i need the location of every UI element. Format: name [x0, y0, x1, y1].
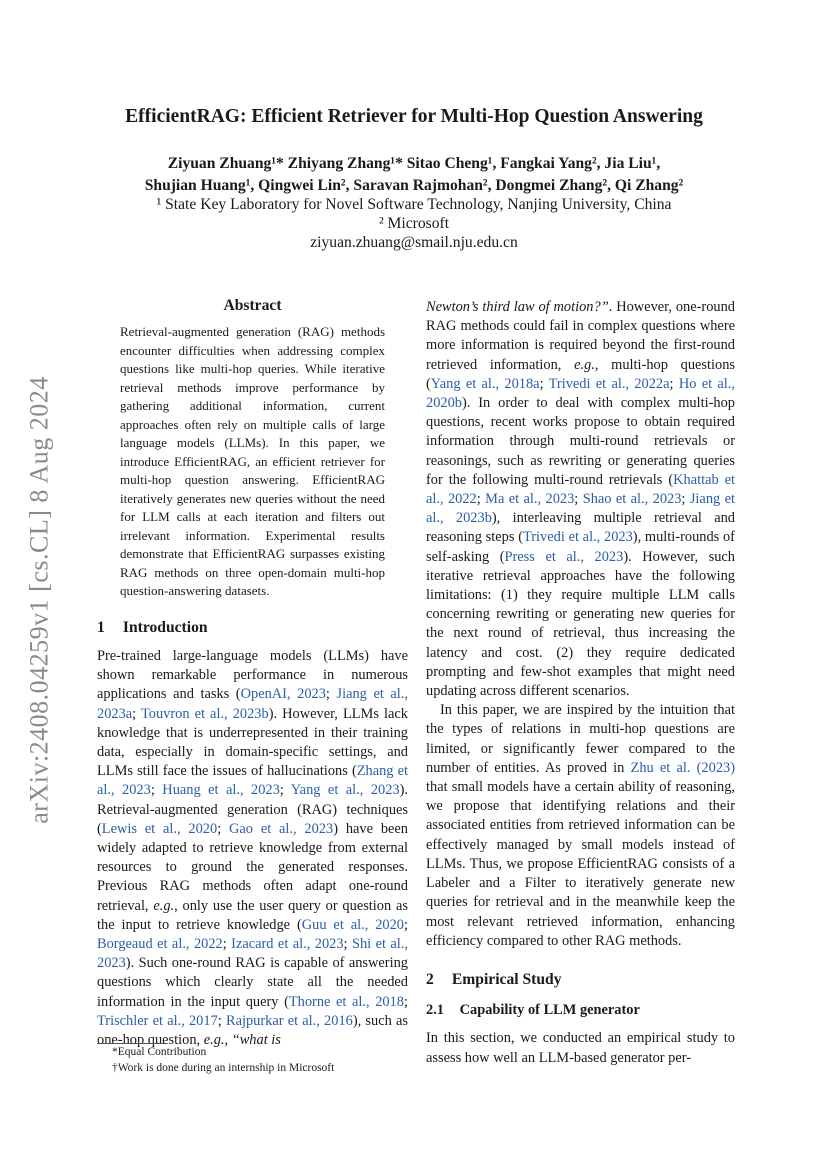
citation-link[interactable]: Jiang et al., 2023b [426, 491, 735, 527]
citation-link[interactable]: Ma et al., 2023 [485, 491, 575, 508]
right-column [426, 298, 735, 1068]
affiliations [60, 195, 768, 252]
section-number: 2 [426, 970, 434, 988]
subsection-heading-capability [426, 1001, 735, 1020]
citation-link[interactable]: Shao et al., 2023 [582, 491, 682, 508]
affiliation-2: ² Microsoft [378, 215, 450, 232]
subsection-number: 2.1 [426, 1002, 444, 1019]
arxiv-identifier-sidebar [20, 370, 60, 830]
citation-link[interactable]: Trischler et al., 2017 [97, 1012, 218, 1029]
introduction-paragraph: Pre-trained large-language models (LLMs) have shown remarkable performance in numerous applications and tasks (OpenAI, 2023; Jiang et al., 2023a; Touvron et al., 2023b). However, LLMs lack knowledge that is underrepresented in their training data, especially in domain-specific settings, and LLMs still face the issues of hallucinations (Zhang et al., 2023; Huang et al., 2023; Yang et al., 2023). Retrieval-augmented generation (RAG) techniques (Lewis et al., 2020; Gao et al., 2023) have been widely adapted to retrieve knowledge from external resources to ground the generated responses. Previous RAG methods often adapt one-round retrieval, e.g., only use the user query or question as the input to retrieve knowledge (Guu et al., 2020; Borgeaud et al., 2022; Izacard et al., 2023; Shi et al., 2023). Such one-round RAG is capable of answering questions which clearly state all the needed information in the input query (Thorne et al., 2018; Trischler et al., 2017; Rajpurkar et al., 2016), such as one-hop question, e.g., “what is [97, 647, 409, 1048]
citation-link[interactable]: Thorne et al., 2018 [288, 993, 404, 1010]
citation-link[interactable]: Yang et al., 2023 [290, 782, 400, 799]
footnotes [112, 1045, 334, 1076]
author-list [60, 153, 768, 197]
citation-link[interactable]: Ho et al., 2020b [426, 375, 736, 412]
footnote-internship: †Work is done during an internship in Microsoft [112, 1061, 335, 1074]
citation-link[interactable]: Yang et al., 2018a [430, 375, 540, 392]
citation-link[interactable]: Trivedi et al., 2022a [548, 375, 670, 392]
section-number: 1 [97, 618, 105, 636]
footnote-divider [97, 1043, 165, 1044]
section-heading-introduction [97, 618, 408, 637]
arxiv-identifier: arXiv:2408.04259v1 [cs.CL] 8 Aug 2024 [25, 376, 54, 824]
paper-title: EfficientRAG: Efficient Retriever for Multi-Hop Question Answering [125, 106, 703, 127]
citation-link[interactable]: Rajpurkar et al., 2016 [225, 1012, 353, 1029]
citation-link[interactable]: Trivedi et al., 2023 [522, 529, 633, 546]
section-2-1-paragraph: In this section, we conducted an empirical study to assess how well an LLM-based generator per- [426, 1030, 735, 1066]
citation-link[interactable]: Press et al., 2023 [504, 548, 624, 565]
citation-link[interactable]: Zhang et al., 2023 [97, 763, 408, 799]
citation-link[interactable]: Izacard et al., 2023 [231, 935, 344, 952]
citation-link[interactable]: Jiang et al., 2023a [97, 686, 408, 722]
affiliation-1: ¹ State Key Laboratory for Novel Software Technology, Nanjing University, China [156, 196, 672, 213]
section-heading-empirical-study [426, 970, 735, 989]
authors-line-1: Ziyuan Zhuang¹* Zhiyang Zhang¹* Sitao Cheng¹, Fangkai Yang², Jia Liu¹, [167, 155, 661, 172]
abstract-text: Retrieval-augmented generation (RAG) methods encounter difficulties when addressing complex questions like multi-hop queries. While iterative retrieval methods improve performance by gathering additional information, current approaches often rely on multiple calls of large language models (LLMs). In this paper, we introduce EfficientRAG, an efficient retriever for multi-hop question answering. EfficientRAG iteratively generates new queries without the need for LLM calls at each iteration and filters out irrelevant information. Experimental results demonstrate that EfficientRAG surpasses existing RAG methods on three open-domain multi-hop question-answering datasets. [120, 324, 385, 599]
introduction-paragraph-continued: Newton’s third law of motion?”. However, one-round RAG methods could fail in complex questions where more information is required beyond the first-round retrieved information, e.g., multi-hop questions (Yang et al., 2018a; Trivedi et al., 2022a; Ho et al., 2020b). In order to deal with complex multi-hop questions, recent works propose to obtain required information through multi-round retrievals or reasonings, such as rewriting or generating queries for the following multi-round retrievals (Khattab et al., 2022; Ma et al., 2023; Shao et al., 2023; Jiang et al., 2023b), interleaving multiple retrieval and reasoning steps (Trivedi et al., 2023), multi-rounds of self-asking (Press et al., 2023). However, such iterative retrieval approaches have the following limitations: (1) they require multiple LLM calls concerning rewriting or generating new queries for the next round of retrieval, thus increasing the latency and cost. (2) they require dedicated prompting and few-shot examples that might need updating across different scenarios. [426, 299, 736, 700]
section-title: Empirical Study [451, 970, 562, 988]
citation-link[interactable]: Shi et al., 2023 [97, 935, 409, 972]
left-column [97, 296, 408, 1050]
footnote-equal-contribution: *Equal Contribution [112, 1046, 207, 1058]
citation-link[interactable]: Touvron et al., 2023b [140, 705, 269, 722]
introduction-paragraph-2: In this paper, we are inspired by the intuition that the types of relations in multi-hop questions are limited, or significantly fewer compared to the number of entities. As proved in Zhu et al. (2023) that small models have a certain ability of reasoning, we propose that identifying relations and their associated entities from retrieved information can be effectively managed by small models instead of LLMs. Thus, we propose EfficientRAG consists of a Labeler and a Filter to iteratively generate new queries for retrieval and in the meanwhile keep the most relevant retrieved information, enhancing efficiency compared to other RAG methods. [426, 702, 735, 949]
citation-link[interactable]: OpenAI, 2023 [240, 686, 326, 703]
authors-line-2: Shujian Huang¹, Qingwei Lin², Saravan Rajmohan², Dongmei Zhang², Qi Zhang² [144, 177, 684, 194]
citation-link[interactable]: Huang et al., 2023 [162, 782, 280, 799]
citation-link[interactable]: Lewis et al., 2020 [101, 820, 218, 837]
citation-link[interactable]: Khattab et al., 2022 [426, 471, 735, 508]
contact-email: ziyuan.zhuang@smail.nju.edu.cn [310, 234, 518, 251]
citation-link[interactable]: Guu et al., 2020 [301, 916, 404, 933]
subsection-title: Capability of LLM generator [459, 1002, 640, 1019]
citation-link[interactable]: Borgeaud et al., 2022 [97, 935, 223, 952]
section-title: Introduction [122, 618, 208, 636]
abstract-heading: Abstract [223, 297, 282, 314]
citation-link[interactable]: Zhu et al. (2023) [630, 759, 735, 776]
citation-link[interactable]: Gao et al., 2023 [229, 820, 334, 837]
